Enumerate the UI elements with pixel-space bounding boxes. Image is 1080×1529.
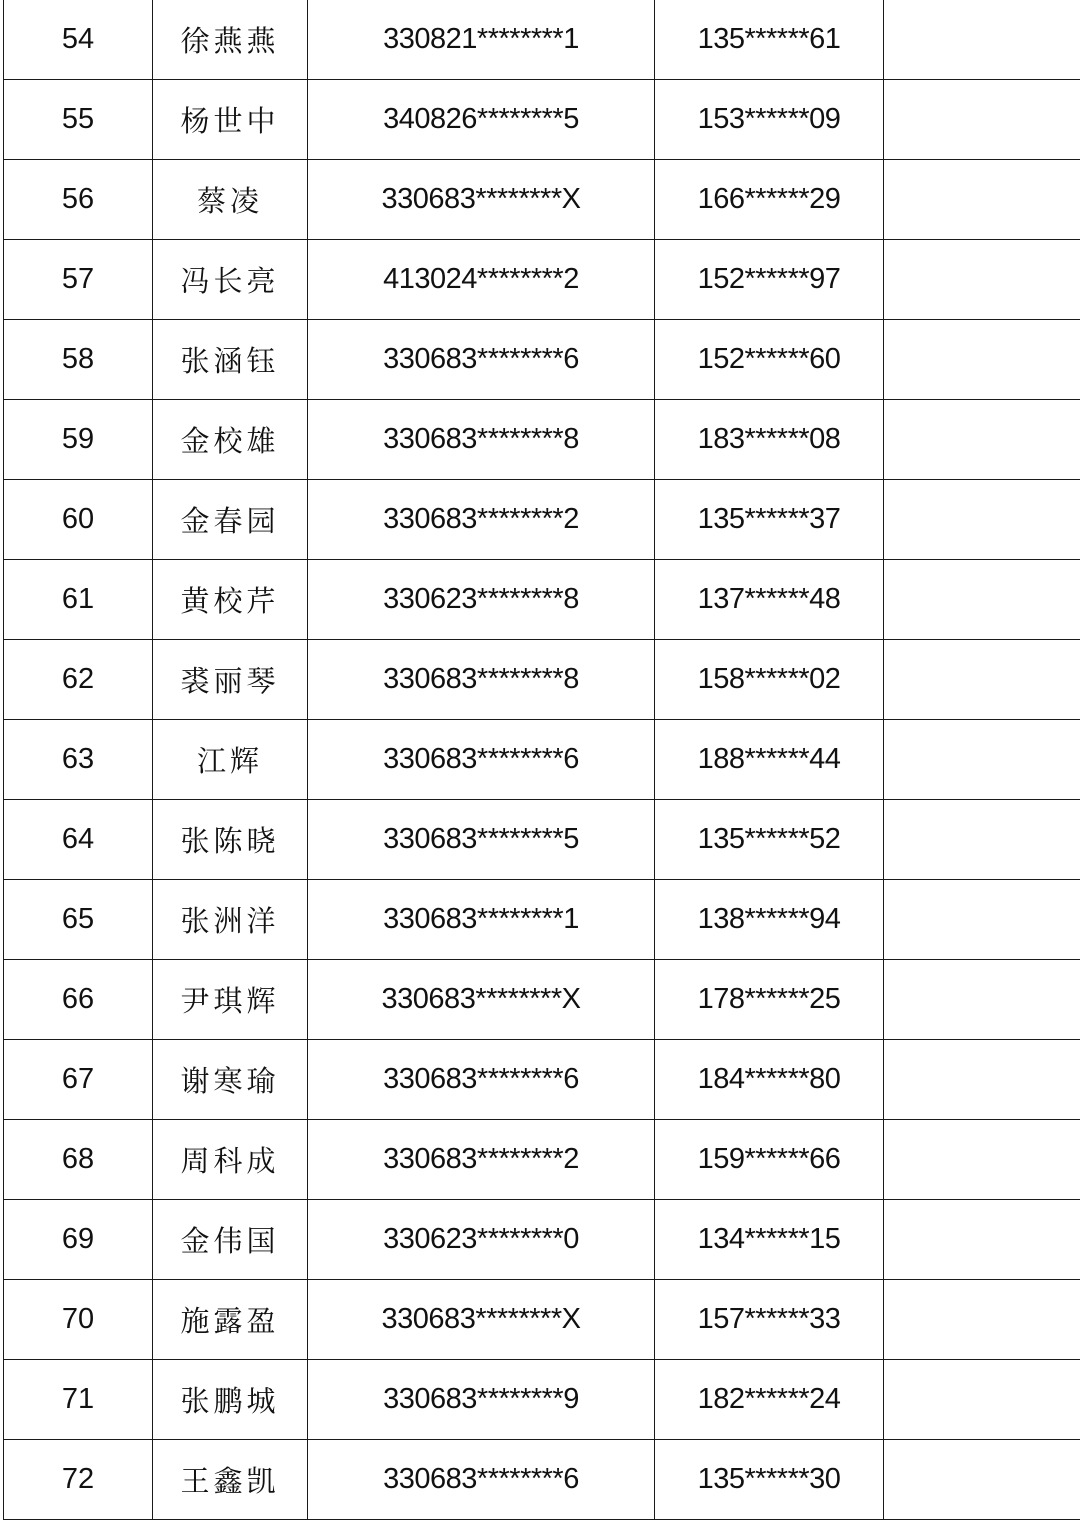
phone-cell: 134******15 xyxy=(655,1200,884,1280)
table-row xyxy=(4,800,1080,880)
row-number-cell: 69 xyxy=(4,1200,153,1280)
phone-cell: 135******37 xyxy=(655,480,884,560)
id-number-cell: 330683********2 xyxy=(308,1120,655,1200)
phone-cell: 166******29 xyxy=(655,160,884,240)
row-number-cell: 62 xyxy=(4,640,153,720)
id-number-cell: 330683********6 xyxy=(308,720,655,800)
remarks-cell xyxy=(884,240,1080,320)
name-cell: 杨世中 xyxy=(153,80,308,160)
name-cell: 周科成 xyxy=(153,1120,308,1200)
remarks-cell xyxy=(884,480,1080,560)
phone-cell: 184******80 xyxy=(655,1040,884,1120)
remarks-cell xyxy=(884,80,1080,160)
name-cell: 金伟国 xyxy=(153,1200,308,1280)
table-row xyxy=(4,1280,1080,1360)
remarks-cell xyxy=(884,1280,1080,1360)
remarks-cell xyxy=(884,1440,1080,1520)
remarks-cell xyxy=(884,0,1080,80)
remarks-cell xyxy=(884,720,1080,800)
name-cell: 张鹏城 xyxy=(153,1360,308,1440)
row-number-cell: 57 xyxy=(4,240,153,320)
name-cell: 谢寒瑜 xyxy=(153,1040,308,1120)
id-number-cell: 330821********1 xyxy=(308,0,655,80)
name-cell: 黄校芹 xyxy=(153,560,308,640)
id-number-cell: 330683********X xyxy=(308,160,655,240)
id-number-cell: 330683********6 xyxy=(308,320,655,400)
row-number-cell: 56 xyxy=(4,160,153,240)
remarks-cell xyxy=(884,1040,1080,1120)
id-number-cell: 330683********2 xyxy=(308,480,655,560)
table-row xyxy=(4,400,1080,480)
name-cell: 裘丽琴 xyxy=(153,640,308,720)
name-cell: 金校雄 xyxy=(153,400,308,480)
name-cell: 蔡凌 xyxy=(153,160,308,240)
row-number-cell: 59 xyxy=(4,400,153,480)
row-number-cell: 66 xyxy=(4,960,153,1040)
phone-cell: 153******09 xyxy=(655,80,884,160)
table-row xyxy=(4,880,1080,960)
remarks-cell xyxy=(884,160,1080,240)
remarks-cell xyxy=(884,960,1080,1040)
phone-cell: 152******97 xyxy=(655,240,884,320)
phone-cell: 135******61 xyxy=(655,0,884,80)
id-number-cell: 330683********X xyxy=(308,1280,655,1360)
id-number-cell: 413024********2 xyxy=(308,240,655,320)
remarks-cell xyxy=(884,880,1080,960)
remarks-cell xyxy=(884,320,1080,400)
row-number-cell: 72 xyxy=(4,1440,153,1520)
table-row xyxy=(4,720,1080,800)
name-cell: 冯长亮 xyxy=(153,240,308,320)
row-number-cell: 71 xyxy=(4,1360,153,1440)
id-number-cell: 330623********0 xyxy=(308,1200,655,1280)
id-number-cell: 330683********X xyxy=(308,960,655,1040)
table-row xyxy=(4,640,1080,720)
id-number-cell: 330683********8 xyxy=(308,640,655,720)
row-number-cell: 58 xyxy=(4,320,153,400)
phone-cell: 138******94 xyxy=(655,880,884,960)
id-number-cell: 330683********8 xyxy=(308,400,655,480)
name-cell: 尹琪辉 xyxy=(153,960,308,1040)
name-cell: 张涵钰 xyxy=(153,320,308,400)
row-number-cell: 63 xyxy=(4,720,153,800)
table-row xyxy=(4,960,1080,1040)
remarks-cell xyxy=(884,800,1080,880)
phone-cell: 135******52 xyxy=(655,800,884,880)
roster-sheet xyxy=(3,0,1075,1520)
row-number-cell: 61 xyxy=(4,560,153,640)
id-number-cell: 330623********8 xyxy=(308,560,655,640)
remarks-cell xyxy=(884,640,1080,720)
phone-cell: 135******30 xyxy=(655,1440,884,1520)
table-row xyxy=(4,1440,1080,1520)
remarks-cell xyxy=(884,1120,1080,1200)
phone-cell: 178******25 xyxy=(655,960,884,1040)
row-number-cell: 60 xyxy=(4,480,153,560)
table-row xyxy=(4,320,1080,400)
name-cell: 张洲洋 xyxy=(153,880,308,960)
id-number-cell: 340826********5 xyxy=(308,80,655,160)
phone-cell: 158******02 xyxy=(655,640,884,720)
roster-table-body xyxy=(4,0,1080,1520)
name-cell: 施露盈 xyxy=(153,1280,308,1360)
name-cell: 徐燕燕 xyxy=(153,0,308,80)
roster-table xyxy=(3,0,1080,1520)
remarks-cell xyxy=(884,560,1080,640)
row-number-cell: 67 xyxy=(4,1040,153,1120)
remarks-cell xyxy=(884,1360,1080,1440)
name-cell: 王鑫凯 xyxy=(153,1440,308,1520)
phone-cell: 159******66 xyxy=(655,1120,884,1200)
name-cell: 张陈晓 xyxy=(153,800,308,880)
table-row xyxy=(4,560,1080,640)
id-number-cell: 330683********9 xyxy=(308,1360,655,1440)
remarks-cell xyxy=(884,400,1080,480)
row-number-cell: 55 xyxy=(4,80,153,160)
phone-cell: 137******48 xyxy=(655,560,884,640)
table-row xyxy=(4,240,1080,320)
table-row xyxy=(4,1360,1080,1440)
id-number-cell: 330683********5 xyxy=(308,800,655,880)
id-number-cell: 330683********1 xyxy=(308,880,655,960)
table-row xyxy=(4,0,1080,80)
row-number-cell: 68 xyxy=(4,1120,153,1200)
name-cell: 江辉 xyxy=(153,720,308,800)
phone-cell: 157******33 xyxy=(655,1280,884,1360)
table-row xyxy=(4,1200,1080,1280)
table-row xyxy=(4,1120,1080,1200)
table-row xyxy=(4,160,1080,240)
phone-cell: 188******44 xyxy=(655,720,884,800)
table-row xyxy=(4,80,1080,160)
phone-cell: 182******24 xyxy=(655,1360,884,1440)
table-row xyxy=(4,1040,1080,1120)
phone-cell: 152******60 xyxy=(655,320,884,400)
id-number-cell: 330683********6 xyxy=(308,1440,655,1520)
row-number-cell: 70 xyxy=(4,1280,153,1360)
table-row xyxy=(4,480,1080,560)
remarks-cell xyxy=(884,1200,1080,1280)
row-number-cell: 54 xyxy=(4,0,153,80)
name-cell: 金春园 xyxy=(153,480,308,560)
row-number-cell: 65 xyxy=(4,880,153,960)
phone-cell: 183******08 xyxy=(655,400,884,480)
row-number-cell: 64 xyxy=(4,800,153,880)
id-number-cell: 330683********6 xyxy=(308,1040,655,1120)
